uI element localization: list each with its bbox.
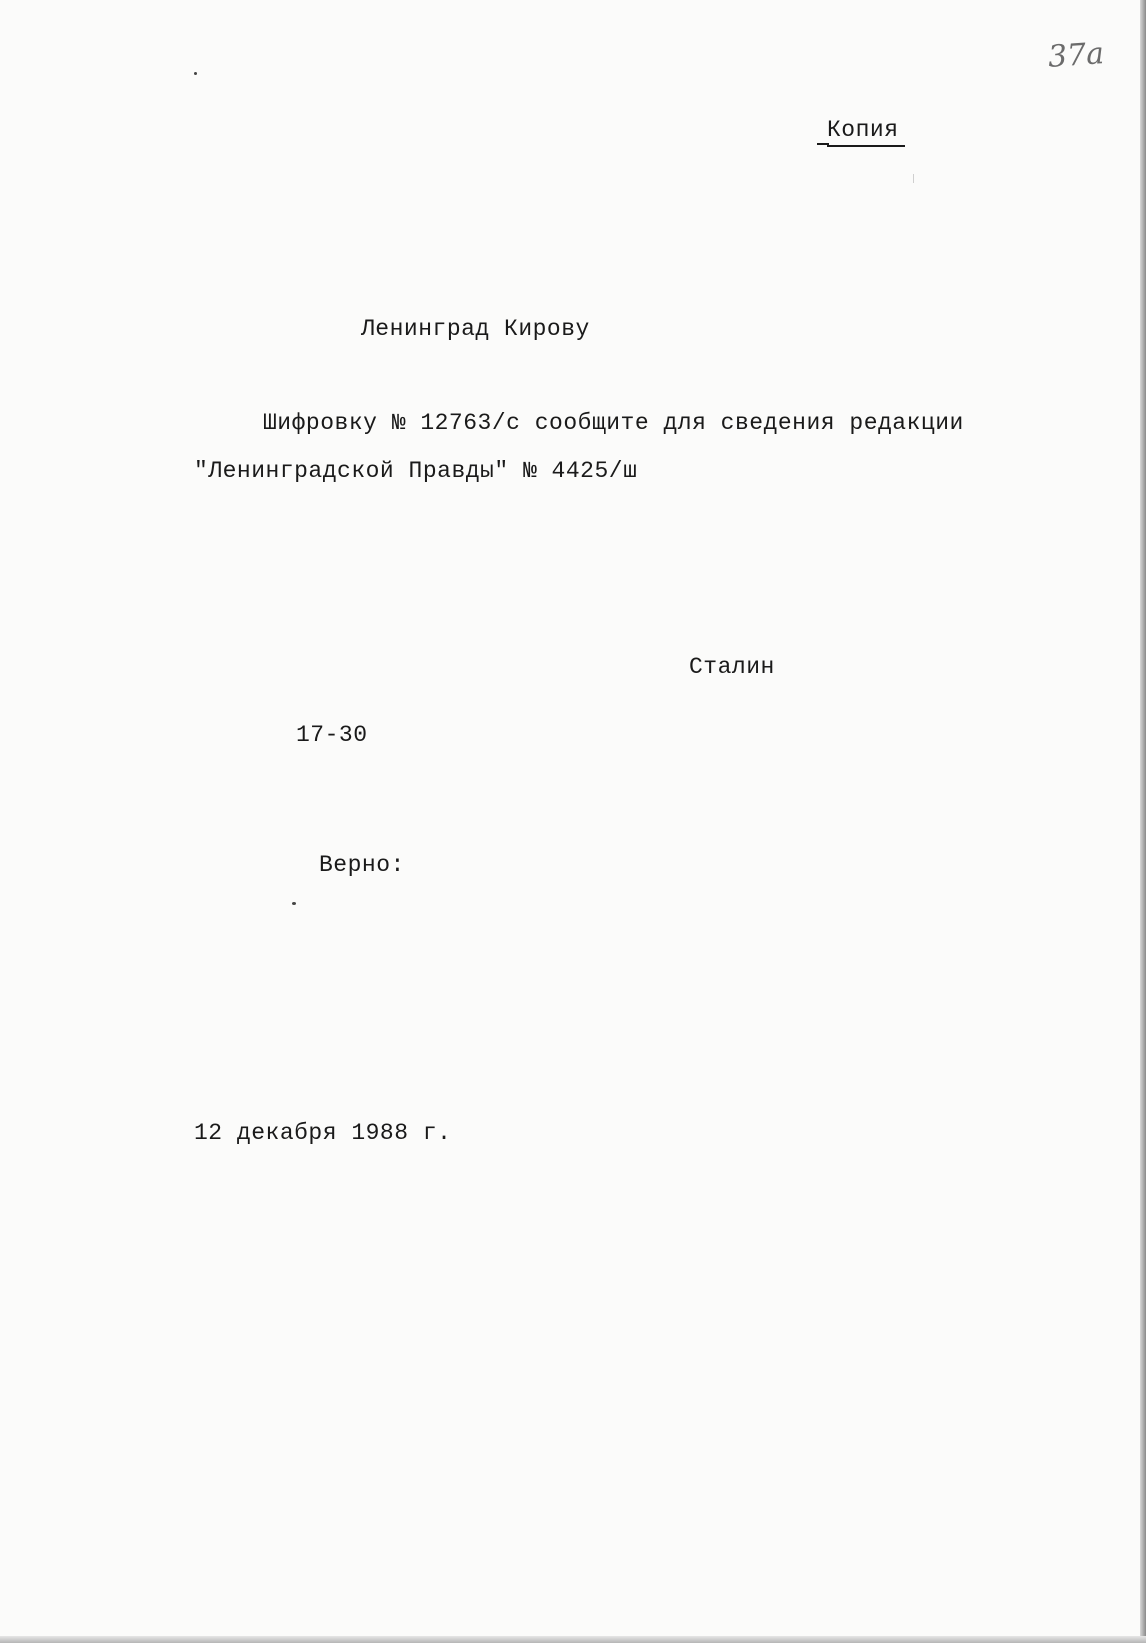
page-number-handwritten: 37а <box>1046 36 1106 75</box>
body-line-1: Шифровку № 12763/с сообщите для сведения редакции <box>263 410 964 436</box>
time-code: 17-30 <box>296 722 368 748</box>
certification-label: Верно: <box>319 852 405 878</box>
page-right-edge-shadow <box>1140 0 1146 1643</box>
copy-mark: Копия <box>827 119 905 147</box>
paper-mark <box>913 174 914 183</box>
document-date: 12 декабря 1988 г. <box>194 1120 452 1146</box>
addressee: Ленинград Кирову <box>361 316 590 342</box>
paper-speck <box>194 72 197 75</box>
copy-mark-underline <box>817 143 829 145</box>
body-line-2: "Ленинградской Правды" № 4425/ш <box>194 458 638 484</box>
paper-speck <box>292 902 296 905</box>
signature-name: Сталин <box>689 654 775 680</box>
page-bottom-edge-shadow <box>0 1636 1146 1643</box>
